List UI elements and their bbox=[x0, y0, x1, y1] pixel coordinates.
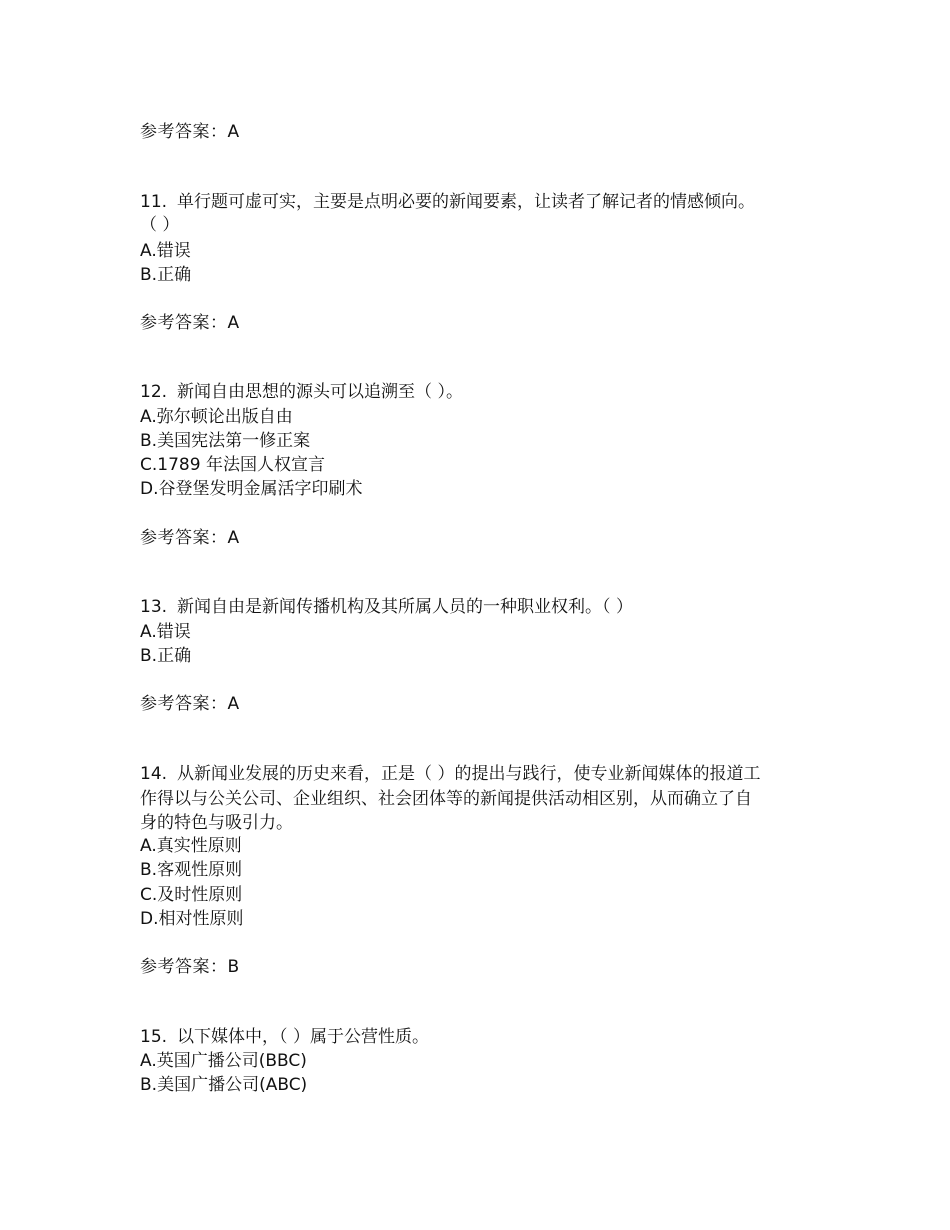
question-14-line-3: 身的特色与吸引力。 bbox=[140, 813, 293, 833]
answer-line-13 bbox=[140, 693, 240, 715]
question-13-option-b: B.正确 bbox=[140, 646, 192, 666]
question-11-line-2: （ ） bbox=[140, 215, 180, 235]
question-13-line-1 bbox=[140, 596, 633, 618]
question-text: 以下媒体中，（ ）属于公营性质。 bbox=[177, 1027, 429, 1047]
question-text: 从新闻业发展的历史来看，正是（ ）的提出与践行，使专业新闻媒体的报道工 bbox=[177, 764, 761, 784]
question-number: 15. bbox=[140, 1027, 168, 1047]
question-12-option-b: B.美国宪法第一修正案 bbox=[140, 431, 311, 451]
question-15-option-a: A.英国广播公司(BBC) bbox=[140, 1051, 307, 1071]
question-14-line-2: 作得以与公关公司、企业组织、社会团体等的新闻提供活动相区别，从而确立了自 bbox=[140, 789, 752, 809]
question-15-line-1 bbox=[140, 1026, 429, 1048]
question-text: 单行题可虚可实，主要是点明必要的新闻要素，让读者了解记者的情感倾向。 bbox=[177, 192, 756, 212]
question-15-option-b: B.美国广播公司(ABC) bbox=[140, 1075, 308, 1095]
question-11-line-1 bbox=[140, 191, 755, 213]
question-number: 12. bbox=[140, 382, 168, 402]
question-12-option-a: A.弥尔顿论出版自由 bbox=[140, 407, 293, 427]
question-12-option-c: C.1789 年法国人权宣言 bbox=[140, 455, 325, 475]
answer-value: A bbox=[227, 694, 240, 714]
answer-value: A bbox=[227, 528, 240, 548]
question-11-option-a: A.错误 bbox=[140, 241, 191, 261]
question-14-line-1 bbox=[140, 763, 760, 785]
question-14-option-b: B.客观性原则 bbox=[140, 860, 243, 880]
question-number: 14. bbox=[140, 764, 168, 784]
question-12-line-1 bbox=[140, 381, 463, 403]
answer-line-11 bbox=[140, 312, 240, 334]
answer-line-14 bbox=[140, 956, 240, 978]
question-number: 13. bbox=[140, 597, 168, 617]
question-14-option-d: D.相对性原则 bbox=[140, 909, 244, 929]
question-text: 新闻自由思想的源头可以追溯至（ ）。 bbox=[177, 382, 463, 402]
answer-value: A bbox=[227, 122, 240, 142]
answer-label: 参考答案： bbox=[140, 122, 228, 142]
answer-line-10 bbox=[140, 121, 240, 143]
question-number: 11. bbox=[140, 192, 168, 212]
question-14-option-a: A.真实性原则 bbox=[140, 836, 242, 856]
answer-line-12 bbox=[140, 527, 240, 549]
question-text: 新闻自由是新闻传播机构及其所属人员的一种职业权利。（ ） bbox=[177, 597, 633, 617]
answer-label: 参考答案： bbox=[140, 528, 228, 548]
question-12-option-d: D.谷登堡发明金属活字印刷术 bbox=[140, 479, 363, 499]
answer-value: A bbox=[227, 313, 240, 333]
question-13-option-a: A.错误 bbox=[140, 622, 191, 642]
answer-label: 参考答案： bbox=[140, 313, 228, 333]
answer-label: 参考答案： bbox=[140, 694, 228, 714]
answer-label: 参考答案： bbox=[140, 957, 228, 977]
answer-value: B bbox=[227, 957, 240, 977]
question-14-option-c: C.及时性原则 bbox=[140, 885, 243, 905]
question-11-option-b: B.正确 bbox=[140, 265, 192, 285]
